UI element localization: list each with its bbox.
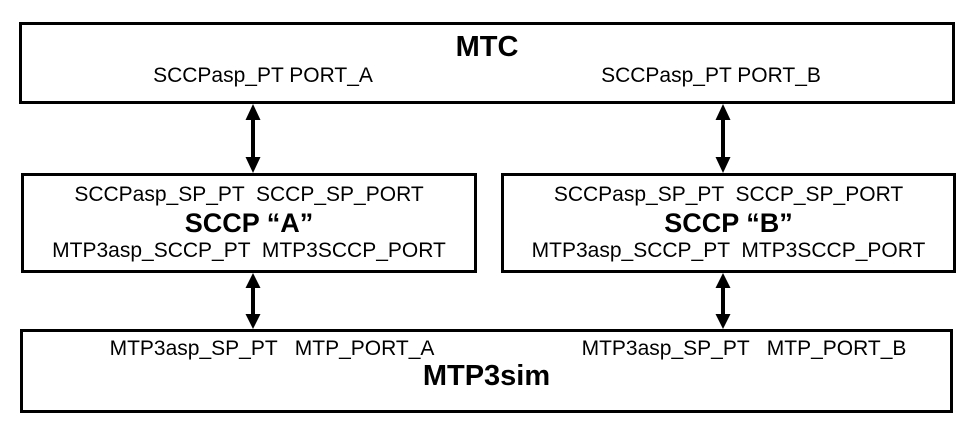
sccp-a-title: SCCP “A” [184, 208, 314, 238]
sccp-b-box [501, 173, 956, 273]
double-arrow-mtc-sccp-a [239, 104, 267, 173]
sccp-a-top-ports-label: SCCPasp_SP_PT SCCP_SP_PORT [74, 183, 424, 206]
sccp-a-box [21, 173, 477, 273]
mtc-box [19, 22, 955, 104]
double-arrow-sccp-a-mtp3sim [239, 273, 267, 329]
mtp3sim-title: MTP3sim [422, 360, 551, 392]
mtc-port-b-label: SCCPasp_PT PORT_B [601, 64, 821, 87]
mtc-title: MTC [455, 31, 519, 63]
mtp3sim-port-a-label: MTP3asp_SP_PT MTP_PORT_A [109, 337, 435, 360]
mtp3sim-box [20, 329, 953, 413]
sccp-b-top-ports-label: SCCPasp_SP_PT SCCP_SP_PORT [553, 183, 904, 206]
double-arrow-mtc-sccp-b [709, 104, 737, 173]
mtp3sim-port-b-label: MTP3asp_SP_PT MTP_PORT_B [581, 337, 907, 360]
mtc-port-a-label: SCCPasp_PT PORT_A [153, 64, 373, 87]
sccp-a-bottom-ports-label: MTP3asp_SCCP_PT MTP3SCCP_PORT [52, 239, 446, 262]
double-arrow-sccp-b-mtp3sim [709, 273, 737, 329]
sccp-b-title: SCCP “B” [664, 208, 793, 238]
sccp-b-bottom-ports-label: MTP3asp_SCCP_PT MTP3SCCP_PORT [531, 239, 926, 262]
